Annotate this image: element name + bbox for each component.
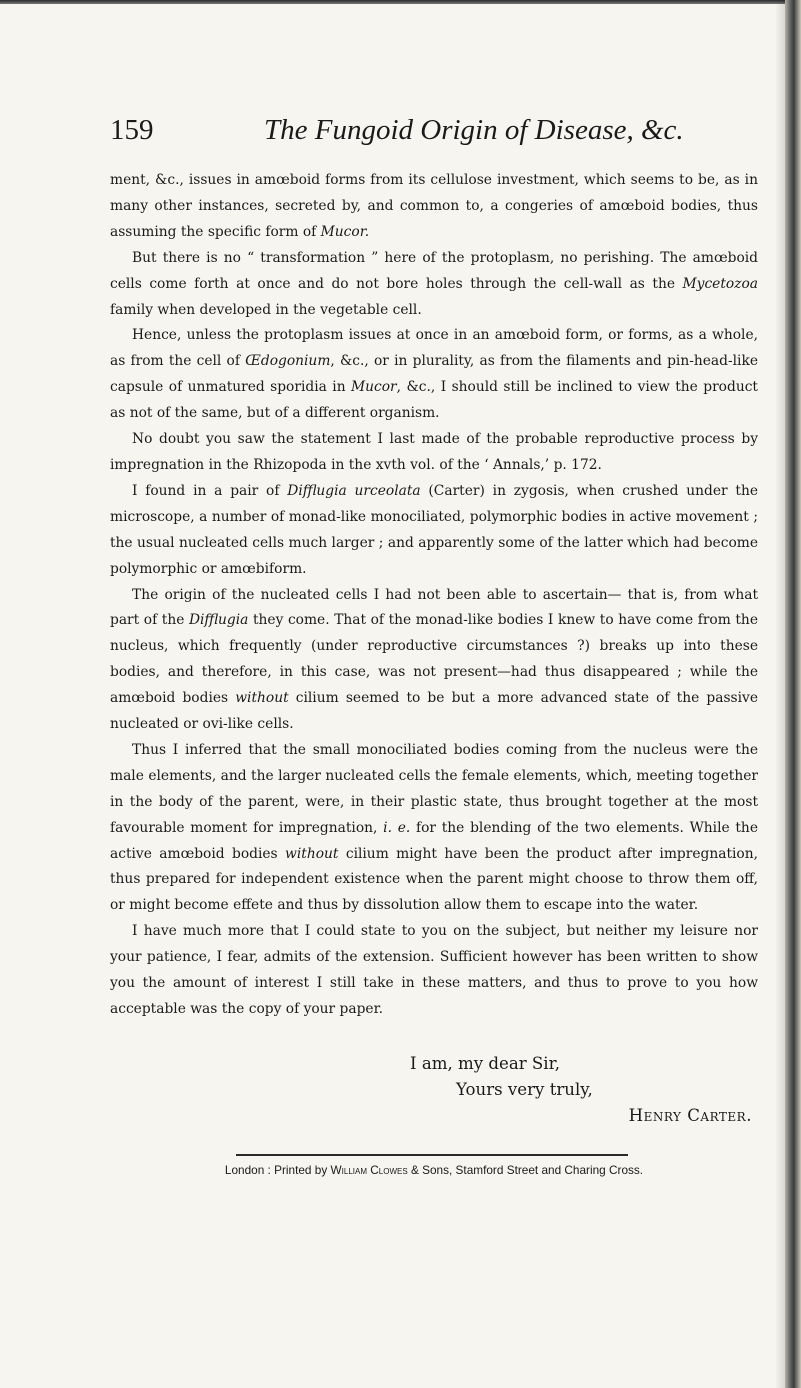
page-number: 159	[110, 114, 154, 146]
paragraph: The origin of the nucleated cells I had not been able to ascertain— that is, from what part of the Difflugia they come. That of the monad-like bodies I knew to have come from the nucleus, which frequently (under reproductive circumstances ?) breaks up into these bodies, and therefore, in this case, was not present—had thus disappeared ; while the amœboid bodies without cilium seemed to be but a more advanced state of the passive nucleated or ovi-like cells.	[110, 586, 758, 733]
paragraph: ment, &c., issues in amœboid forms from its cellulose investment, which seems to be, as in many other instances, secreted by, and common to, a congeries of amœboid bodies, thus assuming the specific form of Mucor.	[110, 172, 758, 240]
letter-valediction: Yours very truly,	[456, 1080, 593, 1099]
book-spine-edge	[785, 0, 801, 1388]
paragraph: Thus I inferred that the small monociliated bodies coming from the nucleus were the male elements, and the larger nucleated cells the female elements, which, meeting together in the body of the parent, were, in their plastic state, thus brought together at the most favourable moment for impregnation, i. e. for the blending of the two elements. While the active amœboid bodies without cilium might have been the product after impregnation, thus prepared for independent existence when the parent might choose to throw them off, or might become effete and thus by dissolution allow them to escape into the water.	[110, 741, 758, 914]
footer-rule	[236, 1154, 628, 1156]
letter-signature: Henry Carter.	[628, 1106, 752, 1125]
paragraph: I have much more that I could state to you on the subject, but neither my leisure nor your patience, I fear, admits of the extension. Sufficient however has been written to show you the amount of interest I still take in these matters, and thus to prove to you how acceptable was the copy of your paper.	[110, 923, 758, 1017]
paragraph: Hence, unless the protoplasm issues at once in an amœboid form, or forms, as a whole, as from the cell of Œdogonium, &c., or in plurality, as from the filaments and pin-head-like capsule of unmatured sporidia in Mucor, &c., I should still be inclined to view the product as not of the same, but of a different organism.	[110, 327, 758, 422]
running-header	[110, 112, 750, 152]
imprint-prefix: London : Printed by	[224, 1163, 328, 1177]
body-text	[110, 168, 758, 1023]
imprint-suffix: & Sons, Stamford Street and Charing Cross.	[410, 1163, 644, 1177]
paragraph: No doubt you saw the statement I last made of the probable reproductive process by impregnation in the Rhizopoda in the xvth vol. of the ‘ Annals,’ p. 172.	[110, 431, 758, 473]
imprint-printer: William Clowes	[330, 1163, 408, 1177]
running-title: The Fungoid Origin of Disease, &c.	[264, 114, 684, 146]
paragraph: I found in a pair of Difflugia urceolata (Carter) in zygosis, when crushed under the microscope, a number of monad-like monociliated, polymorphic bodies in active movement ; the usual nucleated cells much larger ; and apparently some of the latter which had become polymorphic or amœbiform.	[110, 482, 758, 577]
top-edge-rule	[0, 0, 801, 4]
binding-shadow	[775, 0, 785, 1388]
printer-imprint	[110, 1162, 758, 1178]
letter-salutation: I am, my dear Sir,	[410, 1054, 560, 1073]
paragraph: But there is no “ transformation ” here of the protoplasm, no perishing. The amœboid cells come forth at once and do not bore holes through the cell-wall as the Mycetozoa family when developed in the vegetable cell.	[110, 249, 758, 318]
